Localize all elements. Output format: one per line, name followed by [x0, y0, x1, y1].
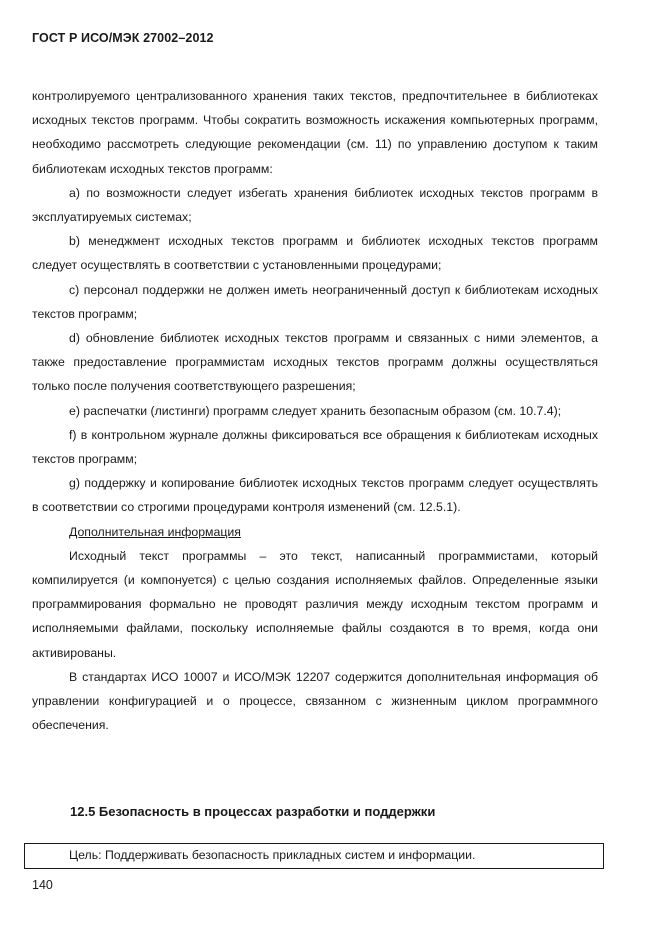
- additional-info-heading: [32, 520, 598, 544]
- document-header: ГОСТ Р ИСО/МЭК 27002–2012: [32, 31, 214, 45]
- list-item-c: c) персонал поддержки не должен иметь неограниченный доступ к библиотекам исходных текстов программ;: [32, 282, 598, 321]
- intro-paragraph: контролируемого централизованного хранения таких текстов, предпочтительнее в библиотеках исходных текстов программ. Чтобы сократить возможность искажения компьютерных программ, необходимо рассмотреть следующие рекомендации (см. 11) по управлению доступом к таким библиотекам исходных текстов программ:: [32, 89, 598, 176]
- section-heading: 12.5 Безопасность в процессах разработки и поддержки: [70, 804, 436, 819]
- goal-text: Цель: Поддерживать безопасность прикладных систем и информации.: [69, 848, 476, 862]
- list-item-d: d) обновление библиотек исходных текстов программ и связанных с ними элементов, а также предоставление программистам исходных текстов программ должны осуществляться только после получения соответствующего разрешения;: [32, 331, 598, 394]
- additional-info-paragraph-1: Исходный текст программы – это текст, написанный программистами, который компилируется (и компонуется) с целью создания исполняемых файлов. Определенные языки программирования формально не проводят различия между исходным текстом программ и исполняемыми файлами, поскольку исполняемые файлы создаются в то время, когда они активированы.: [32, 548, 598, 660]
- goal-box: [24, 843, 604, 869]
- list-item-f: f) в контрольном журнале должны фиксироваться все обращения к библиотекам исходных текстов программ;: [32, 427, 598, 467]
- list-item-b: b) менеджмент исходных текстов программ и библиотек исходных текстов программ следует осуществлять в соответствии с установленными процедурами;: [32, 234, 598, 273]
- additional-info-heading-text: Дополнительная информация: [69, 524, 241, 539]
- list-item-a: a) по возможности следует избегать хранения библиотек исходных текстов программ в эксплуатируемых системах;: [32, 185, 598, 225]
- additional-info-paragraph-2: В стандартах ИСО 10007 и ИСО/МЭК 12207 содержится дополнительная информация об управлении конфигурацией и о процессе, связанном с жизненным циклом программного обеспечения.: [32, 669, 598, 733]
- page-number: 140: [32, 878, 53, 892]
- list-item-g: g) поддержку и копирование библиотек исходных текстов программ следует осуществлять в соответствии со строгими процедурами контроля изменений (см. 12.5.1).: [32, 476, 598, 515]
- body-text: [32, 84, 598, 737]
- list-item-e: e) распечатки (листинги) программ следует хранить безопасным образом (см. 10.7.4);: [69, 403, 562, 418]
